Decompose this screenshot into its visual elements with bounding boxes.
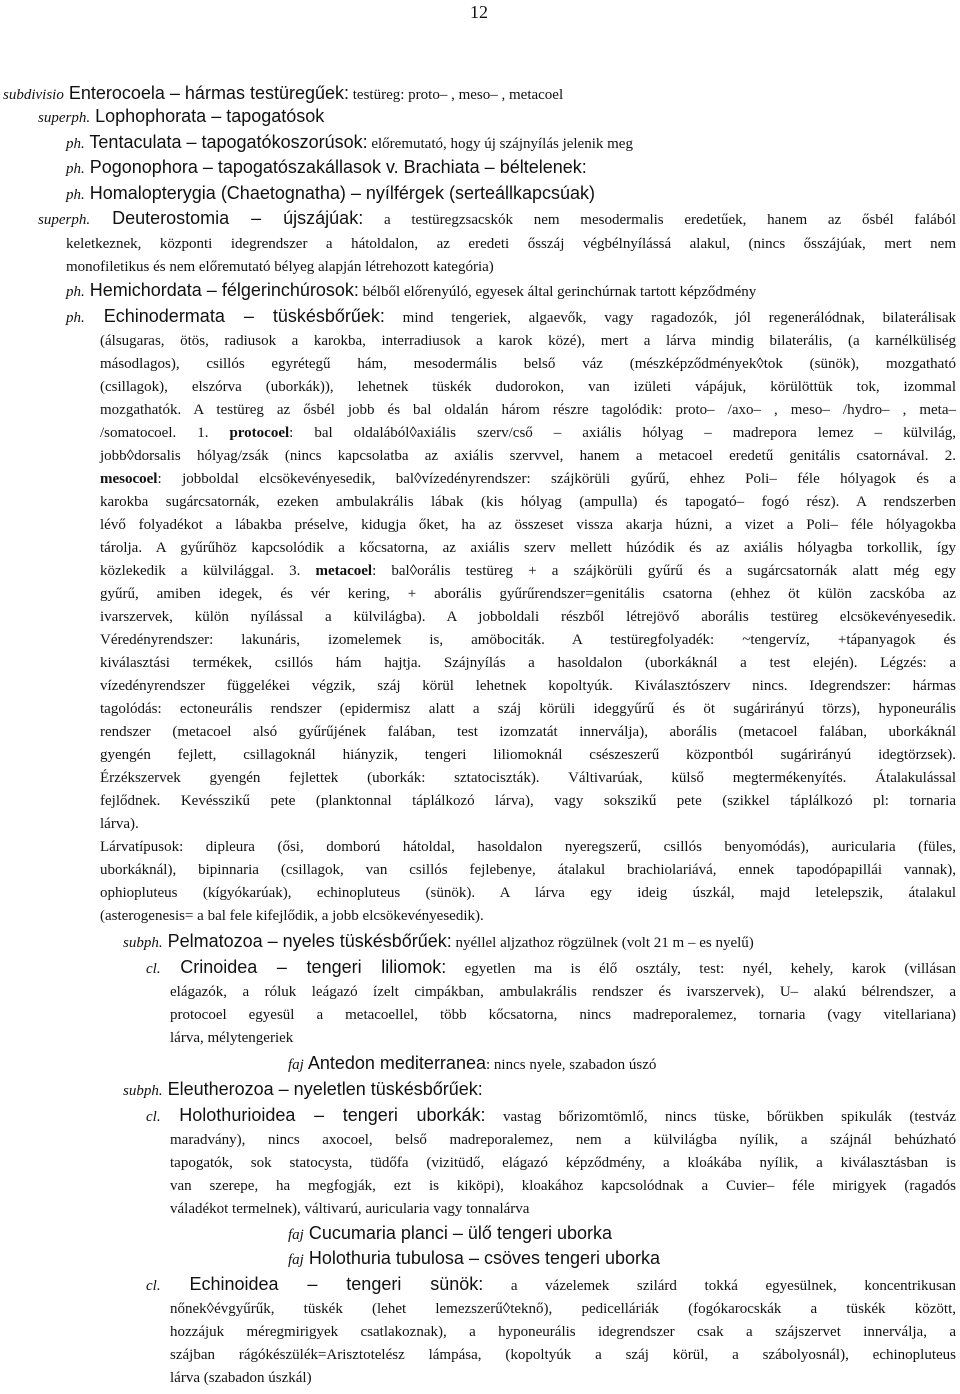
- text-line: [100, 767, 956, 789]
- taxon-rank: ph.: [66, 284, 85, 300]
- text-line: [100, 652, 956, 674]
- text-line: [66, 131, 766, 155]
- bold-term: protocoel: [229, 425, 290, 441]
- body-text: uborkáknál), bipinnaria (csillagok, van csillós fejlebenye, átalakul brachiolariává, ennek tapodópapillái vannak),: [100, 862, 956, 878]
- body-text: hozzájuk méregmirigyek csatlakoznak), a hyponeurális idegrendszer csak a szájszervet innerválja, a: [170, 1324, 956, 1340]
- taxon-rank: subdivisio: [3, 87, 64, 103]
- body-text: szájban rágókészülék=Arisztotelész lámpása, (kopoltyúk a száj körül, a szábolyosnál), echinopluteus: [170, 1347, 956, 1363]
- taxon-name: Crinoidea – tengeri liliomok:: [160, 957, 447, 977]
- taxon-name: Echinodermata – tüskésbőrűek:: [84, 306, 385, 326]
- text-line: [146, 956, 956, 980]
- text-line: [100, 399, 956, 421]
- taxon-rank: faj: [288, 1252, 304, 1268]
- taxon-rank: subph.: [123, 1083, 163, 1099]
- text-line: [288, 1052, 788, 1076]
- body-text: kiválasztási termékek, csillós hám hajtja. Szájnyílás a hasoldalon (uborkáknál a test elején). Légzés: a: [100, 655, 956, 671]
- text-line: [170, 1344, 956, 1366]
- taxon-rank: superph.: [38, 110, 91, 126]
- body-text: váladékot termelnek), váltivarú, auricularia vagy tonnalárva: [170, 1201, 530, 1217]
- text-line: [100, 491, 956, 513]
- taxon-name: Homalopterygia (Chaetognatha) – nyílférgek (serteállkapcsúak): [84, 183, 596, 203]
- body-text: lévő folyadékot a lábakba préselve, kidugja őket, ha az összeset vissza akarja húzni, a vizet a Poli– féle hólyagokba: [100, 517, 956, 533]
- body-text: monofiletikus és nem előremutató bélyeg alapján létrehozott kategória): [66, 259, 494, 275]
- taxon-name: Antedon mediterranea: [303, 1053, 486, 1073]
- bold-term: metacoel: [315, 563, 373, 579]
- body-text: Lárvatípusok: dipleura (ősi, domború hátoldal, hasoldalon nyeregszerű, csillós benyomódás), auricularia (füles,: [100, 839, 956, 855]
- text-line: [146, 1273, 956, 1297]
- text-line: [100, 445, 956, 467]
- text-line: [100, 813, 300, 835]
- taxon-rank: superph.: [38, 212, 91, 228]
- text-line: [170, 1175, 956, 1197]
- body-text: : jobboldal elcsökevényesedik, bal◊vízedényrendszer: szájkörüli gyűrű, ehhez Poli– féle hólyagok és a: [157, 471, 956, 487]
- body-text: : nincs nyele, szabadon úszó: [485, 1057, 657, 1073]
- body-text: (csillagok), elszórva (uborkák)), lehetnek tüskék dudorokon, van izületi vápájuk, körülöttük tok, izommal: [100, 379, 956, 395]
- text-line: [66, 156, 766, 180]
- text-line: [288, 1222, 788, 1246]
- body-text: (álsugaras, ötös, radiusok a karokba, interradiusok a karok közé), mert a lárva mindig bilaterális, (a karnélküliség: [100, 333, 956, 349]
- text-line: [100, 376, 956, 398]
- text-line: [170, 1152, 956, 1174]
- taxon-rank: cl.: [146, 1278, 161, 1294]
- body-text: ophiopluteus (kígyókarúak), echinopluteus (sünök). A lárva egy ideig úszkál, majd letelepszik, átalakul: [100, 885, 956, 901]
- body-text: tárolja. A gyűrűhöz kapcsolódik a kőcsatorna, az axiális szerv mellett húzódik és az axiális hólyagba torkollik, így: [100, 540, 956, 556]
- body-text: lárva).: [100, 816, 139, 832]
- taxon-rank: subph.: [123, 935, 163, 951]
- body-text: Véredényrendszer: lakunáris, izomelemek is, amöbociták. A testüregfolyadék: ~tengervíz, +tápanyagok és: [100, 632, 956, 648]
- body-text: elágazók, a róluk leágazó ízelt cimpákban, ambulakrális rendszer és ivarszervek), U– alakú bélrendszer, a: [170, 984, 956, 1000]
- text-line: [100, 606, 956, 628]
- text-line: [288, 1247, 788, 1271]
- text-line: [123, 1078, 623, 1102]
- body-text: vízedényrendszer függelékei végzik, száj körül lehetnek kopoltyúk. Kiválasztószerv nincs. Idegrendszer: hármas: [100, 678, 956, 694]
- taxon-name: Tentaculata – tapogatókoszorúsok:: [84, 132, 368, 152]
- text-line: [146, 1104, 956, 1128]
- text-line: [100, 836, 956, 858]
- body-text: van szerepe, ha megfogják, ezt is kiköpi), kloakához kapcsolódnak a Cuvier– féle mirigyek (ragadós: [170, 1178, 956, 1194]
- body-text: /somatocoel. 1.: [100, 425, 230, 441]
- body-text: karokba sugárcsatornák, ezeken ambulakrális lábak (kis hólyag (ampulla) és tapogató– fogó rész). A rendszerben: [100, 494, 956, 510]
- body-text: gyengén fejlett, csillagoknál hiányzik, tengeri liliomoknál csészeszerű központból sugárirányú idegtörzsek).: [100, 747, 956, 763]
- body-text: lárva, mélytengeriek: [170, 1030, 294, 1046]
- taxon-rank: faj: [288, 1057, 304, 1073]
- taxon-name: Eleutherozoa – nyeletlen tüskésbőrűek:: [162, 1079, 483, 1099]
- body-text: gyűrű, amiben idegek, és vér kering, + aborális gyűrűrendszer=genitális csatorna (ehhez öt külön zacskóba az: [100, 586, 956, 602]
- taxon-name: Pelmatozoa – nyeles tüskésbőrűek:: [162, 931, 452, 951]
- text-line: [170, 1198, 770, 1220]
- taxon-rank: ph.: [66, 161, 85, 177]
- text-line: [170, 1298, 956, 1320]
- text-line: [100, 790, 956, 812]
- taxon-rank: ph.: [66, 136, 85, 152]
- body-text: tagolódás: ectoneurális rendszer (epidermisz alatt a száj körüli ideggyűrű és öt sugárirányú törzs), hyponeurális: [100, 701, 956, 717]
- text-line: [3, 82, 673, 106]
- taxon-name: Deuterostomia – újszájúak:: [90, 208, 364, 228]
- text-line: [100, 353, 956, 375]
- taxon-name: Enterocoela – hármas testüregűek:: [63, 83, 350, 103]
- taxon-rank: faj: [288, 1227, 304, 1243]
- text-line: [66, 305, 956, 329]
- text-line: [100, 629, 956, 651]
- text-line: [66, 182, 866, 206]
- text-line: [170, 1129, 956, 1151]
- text-line: [100, 905, 900, 927]
- body-text: nyéllel aljzathoz rögzülnek (volt 21 m – es nyelű): [451, 935, 754, 951]
- text-line: [66, 233, 956, 255]
- text-line: [100, 675, 956, 697]
- taxon-rank: cl.: [146, 1109, 161, 1125]
- body-text: protocoel egyesül a metacoellel, több kőcsatorna, nincs madreporalemez, tornaria (vagy vitellariana): [170, 1007, 956, 1023]
- text-line: [100, 721, 956, 743]
- taxon-name: Pogonophora – tapogatószakállasok v. Brachiata – béltelenek:: [84, 157, 587, 177]
- text-line: [100, 859, 956, 881]
- taxon-name: Cucumaria planci – ülő tengeri uborka: [303, 1223, 613, 1243]
- text-line: [38, 105, 438, 129]
- text-line: [100, 468, 956, 490]
- text-line: [100, 330, 956, 352]
- body-text: vastag bőrizomtömlő, nincs tüske, bőrükben spikulák (testváz: [485, 1109, 956, 1125]
- body-text: mind tengeriek, algaevők, vagy ragadozók, jól regenerálódnak, bilaterálisak: [384, 310, 956, 326]
- text-line: [38, 207, 956, 231]
- body-text: tapogatók, sok statocysta, tüdőfa (vizitüdő, elágazó képződmény, a kloákába nyílik, a kiválasztásban is: [170, 1155, 956, 1171]
- body-text: előremutató, hogy új szájnyílás jelenik meg: [367, 136, 633, 152]
- text-line: [100, 422, 956, 444]
- body-text: maradvány), nincs axocoel, belső madreporalemez, nem a külvilágba nyílik, a szájnál behúzható: [170, 1132, 956, 1148]
- taxon-name: Lophophorata – tapogatósok: [90, 106, 325, 126]
- text-line: [66, 256, 766, 278]
- text-line: [170, 1004, 956, 1026]
- body-text: testüreg: proto– , meso– , metacoel: [349, 87, 564, 103]
- bold-term: mesocoel: [100, 471, 158, 487]
- taxon-name: Holothurioidea – tengeri uborkák:: [160, 1105, 486, 1125]
- taxon-rank: ph.: [66, 187, 85, 203]
- text-line: [170, 1027, 570, 1049]
- text-line: [100, 744, 956, 766]
- body-text: rendszer (metacoel alsó gyűrűjének falában, test izomzatát innerválja), aborális (metacoel falában, uborkáknál: [100, 724, 956, 740]
- text-line: [100, 514, 956, 536]
- body-text: a testüregzsacskók nem mesodermalis eredetűek, hanem az ősbél falából: [363, 212, 957, 228]
- body-text: : bal oldalából◊axiális szerv/cső – axiális hólyag – madrepora lemez – külvilág,: [289, 425, 956, 441]
- body-text: bélből előrenyúló, egyesek által gerinchúrnak tartott képződmény: [358, 284, 757, 300]
- body-text: Érzékszervek gyengén fejlettek (uborkák: sztatociszták). Váltivarúak, külső megtermékenyítés. Átalakulással: [100, 770, 956, 786]
- text-line: [100, 583, 956, 605]
- body-text: : bal◊orális testüreg + a szájkörüli gyűrű és a sugárcsatornák alatt még egy: [372, 563, 956, 579]
- text-line: [100, 698, 956, 720]
- taxon-name: Hemichordata – félgerinchúrosok:: [84, 280, 359, 300]
- body-text: keletkeznek, központi idegrendszer a hátoldalon, az eredeti ősszáj végbélnyílássá alakul, (nincs ősszájúak, mert nem: [66, 236, 956, 252]
- body-text: ivarszervek, külön nyílással a külvilágba). A jobboldali részből létrejövő aborális testüreg elcsökevényesedik.: [100, 609, 956, 625]
- text-line: [66, 279, 956, 303]
- text-line: [170, 1321, 956, 1343]
- taxon-name: Echinoidea – tengeri sünök:: [160, 1274, 484, 1294]
- text-line: [123, 930, 923, 954]
- body-text: egyetlen ma is élő osztály, test: nyél, kehely, karok (villásan: [446, 961, 956, 977]
- body-text: nőnek◊évgyűrűk, tüskék (lehet lemezszerű◊teknő), pedicelláriák (fogókarocskák a tüskék között,: [170, 1301, 956, 1317]
- body-text: lárva (szabadon úszkál): [170, 1370, 312, 1386]
- body-text: fejlődnek. Kevésszikű pete (planktonnal táplálkozó lárva), vagy sokszikű pete (szikkel táplálkozó pl: tornaria: [100, 793, 956, 809]
- body-text: a vázelemek szilárd tokká egyesülnek, koncentrikusan: [483, 1278, 957, 1294]
- body-text: közlekedik a külvilággal. 3.: [100, 563, 316, 579]
- body-text: (asterogenesis= a bal fele kifejlődik, a jobb elcsökevényesedik).: [100, 908, 484, 924]
- text-line: [170, 981, 956, 1003]
- page-number: 12: [470, 2, 488, 22]
- body-text: mozgathatók. A testüreg az ősbél jobb és bal oldalán három részre tagolódik: proto– /axo– , meso– /hydro– , meta–: [100, 402, 956, 418]
- body-text: másodlagos), csillós egyrétegű hám, mesodermális belső váz (mészképződmények◊tok (sünök), mozgatható: [100, 356, 956, 372]
- text-line: [100, 560, 956, 582]
- body-text: jobb◊dorsalis hólyag/zsák (nincs kapcsolatba az axiális szervvel, hanem a metacoel eredetű genitális csatornával. 2.: [100, 448, 956, 464]
- taxon-name: Holothuria tubulosa – csöves tengeri uborka: [303, 1248, 661, 1268]
- text-line: [100, 882, 956, 904]
- taxon-rank: cl.: [146, 961, 161, 977]
- text-line: [100, 537, 956, 559]
- taxon-rank: ph.: [66, 310, 85, 326]
- text-line: [170, 1367, 570, 1389]
